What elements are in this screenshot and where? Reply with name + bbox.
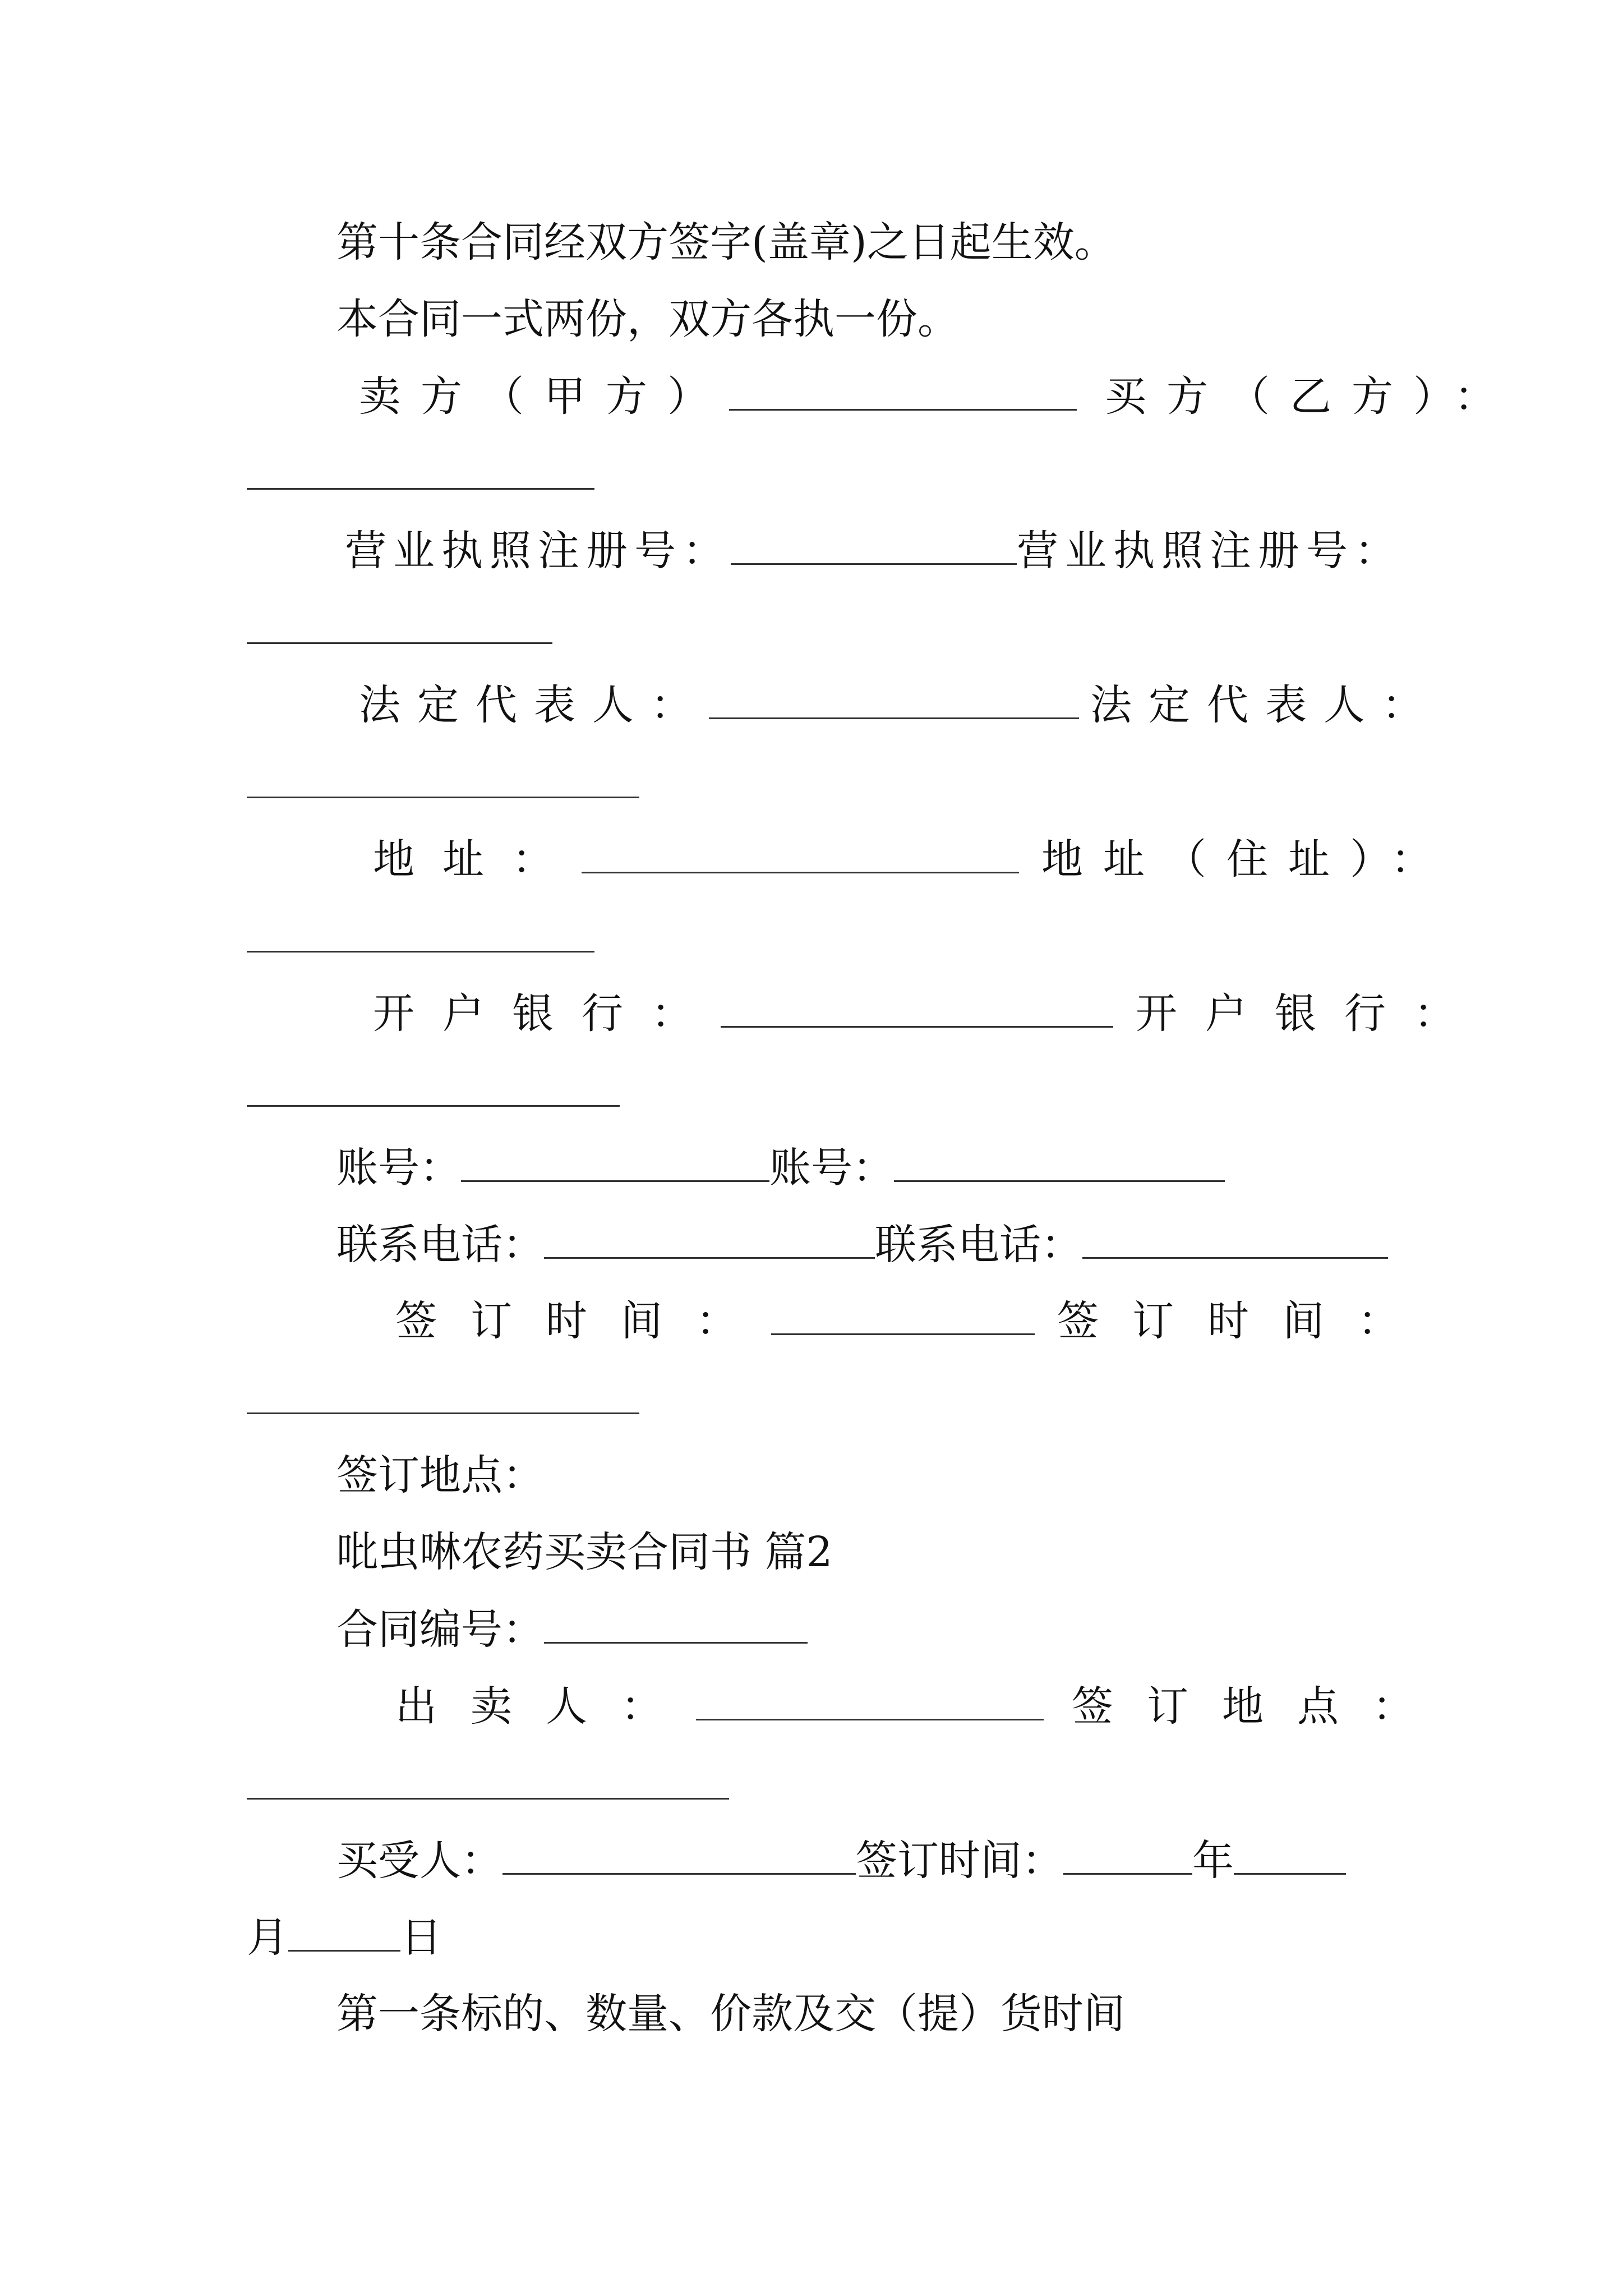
sign-time2-label: 签订时间：	[856, 1837, 1063, 1885]
contract-number-field[interactable]	[544, 1639, 808, 1644]
contract-number-label: 合同编号：	[336, 1605, 544, 1654]
article-1-line: 第一条标的、数量、价款及交（提）货时间	[336, 1990, 1125, 2038]
article-10-line: 第十条合同经双方签字(盖章)之日起生效。	[336, 218, 1116, 266]
seller-sign-time-field[interactable]	[771, 1330, 1035, 1335]
seller-bank-label: 开户银行：	[373, 990, 721, 1038]
seller2-label: 出卖人：	[395, 1682, 696, 1731]
seller-address-label: 地址：	[373, 835, 582, 884]
buyer-license-label: 营业执照注册号：	[1017, 527, 1403, 575]
buyer-address-label: 地址（住址）：	[1041, 835, 1453, 884]
seller-buyer-line	[359, 372, 1516, 421]
buyer-account-field[interactable]	[894, 1177, 1225, 1182]
license-line	[345, 527, 1403, 575]
seller-license-field[interactable]	[731, 560, 1017, 565]
day-label: 日	[400, 1913, 442, 1962]
account-line	[336, 1144, 1225, 1192]
legal-rep-line	[359, 681, 1440, 729]
seller-sign-time-label: 签订时间：	[395, 1297, 771, 1345]
seller-name-field[interactable]	[729, 406, 1077, 411]
buyer-phone-label: 联系电话：	[875, 1221, 1082, 1269]
date-line	[247, 1913, 442, 1962]
seller-phone-field[interactable]	[544, 1254, 875, 1259]
buyer-phone-field[interactable]	[1082, 1254, 1388, 1259]
year-label: 年	[1192, 1837, 1234, 1885]
seller-account-field[interactable]	[461, 1177, 769, 1182]
seller-phone-label: 联系电话：	[336, 1221, 544, 1269]
seller2-line	[395, 1682, 1447, 1731]
seller-address-field[interactable]	[582, 868, 1019, 873]
buyer-license-field[interactable]	[247, 642, 552, 644]
sign-time-line	[395, 1297, 1433, 1345]
sign-place-line: 签订地点：	[336, 1451, 544, 1499]
buyer2-field[interactable]	[502, 1870, 856, 1875]
phone-line	[336, 1221, 1388, 1269]
address-line	[373, 835, 1453, 884]
seller-legal-rep-label: 法定代表人：	[359, 681, 709, 729]
seller-account-label: 账号：	[336, 1144, 461, 1192]
section-title: 吡虫啉农药买卖合同书 篇2	[336, 1528, 833, 1576]
seller-legal-rep-field[interactable]	[709, 714, 1079, 719]
seller-label: 卖方（甲方）	[359, 372, 729, 421]
month-field[interactable]	[1234, 1870, 1346, 1875]
buyer-bank-field[interactable]	[247, 1105, 620, 1107]
buyer-address-field[interactable]	[247, 951, 594, 953]
buyer-name-field[interactable]	[247, 488, 594, 490]
seller2-field[interactable]	[696, 1715, 1044, 1720]
buyer2-line	[336, 1837, 1346, 1885]
copies-line: 本合同一式两份，双方各执一份。	[336, 295, 959, 343]
bank-line	[373, 990, 1483, 1038]
buyer-account-label: 账号：	[769, 1144, 894, 1192]
month-label: 月	[247, 1913, 288, 1962]
contract-number-line	[336, 1605, 808, 1654]
year-field[interactable]	[1063, 1870, 1192, 1875]
sign-place2-label: 签订地点：	[1072, 1682, 1447, 1731]
buyer-legal-rep-label: 法定代表人：	[1090, 681, 1440, 729]
buyer-sign-time-label: 签订时间：	[1057, 1297, 1433, 1345]
seller-license-label: 营业执照注册号：	[345, 527, 731, 575]
buyer-legal-rep-field[interactable]	[247, 797, 639, 798]
day-field[interactable]	[288, 1947, 400, 1952]
sign-place2-field[interactable]	[247, 1798, 729, 1800]
buyer-bank-label: 开户银行：	[1136, 990, 1483, 1038]
buyer-label: 买方（乙方）：	[1105, 372, 1516, 421]
buyer-sign-time-field[interactable]	[247, 1412, 639, 1414]
seller-bank-field[interactable]	[721, 1023, 1113, 1028]
buyer2-label: 买受人：	[336, 1837, 502, 1885]
